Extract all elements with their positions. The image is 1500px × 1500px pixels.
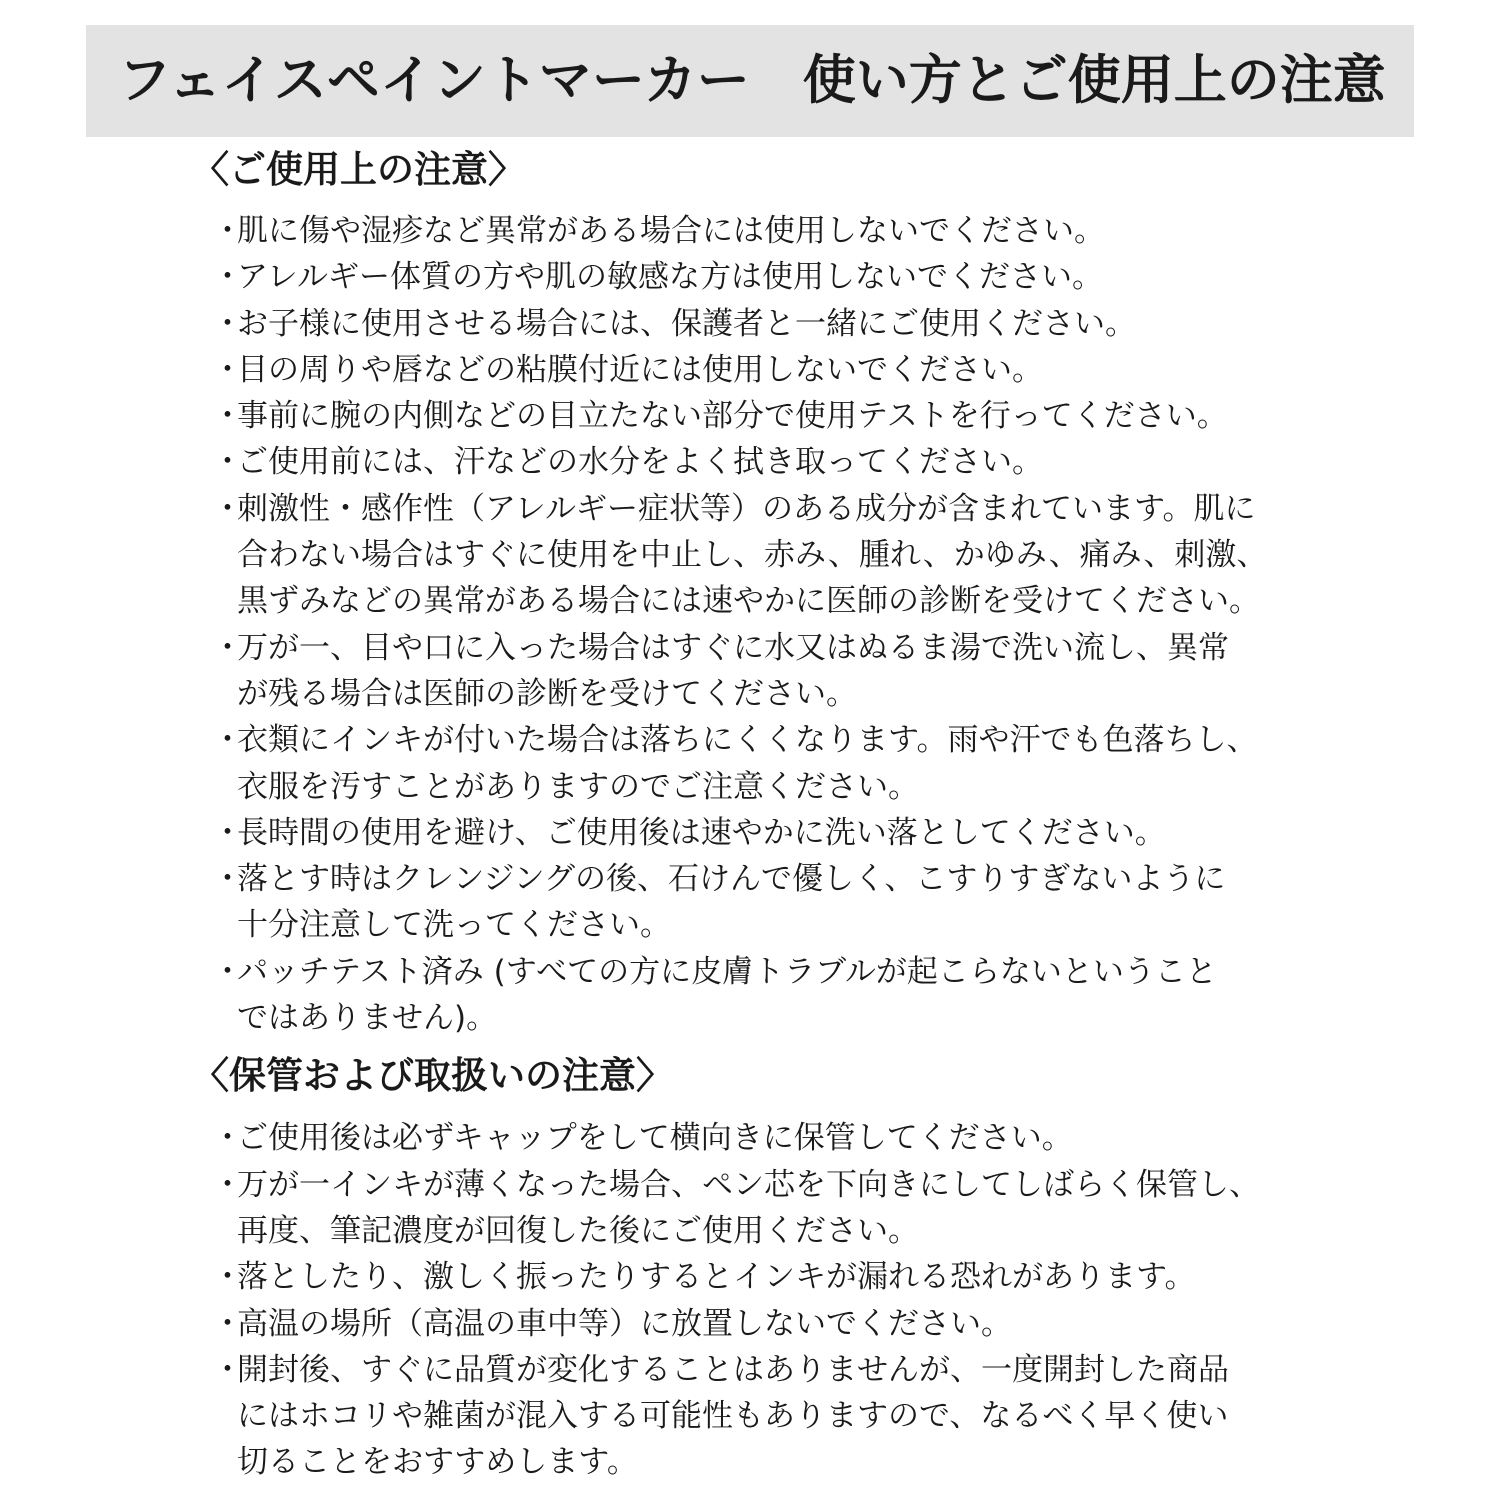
list-item-text: 十分注意して洗ってください。: [237, 907, 671, 944]
bullet-marker: ・: [212, 1259, 243, 1296]
list-item: [192, 856, 1332, 949]
list-item-text: 刺激性・感作性（アレルギー症状等）のある成分が含まれています。肌に: [237, 490, 1256, 527]
list-item: [192, 1301, 1332, 1347]
bullet-marker: ・: [212, 1120, 243, 1157]
list-item: [192, 717, 1332, 810]
bullet-marker: ・: [212, 953, 243, 990]
bullet-marker: ・: [212, 259, 243, 296]
bullet-marker: ・: [212, 629, 243, 666]
list-item-text: ご使用後は必ずキャップをして横向きに保管してください。: [237, 1120, 1073, 1157]
section-heading: 〈保管および取扱いの注意〉: [192, 1054, 673, 1098]
bullet-marker: ・: [212, 722, 243, 759]
bullet-marker: ・: [212, 1166, 243, 1203]
section-storage-precautions: [192, 1051, 1332, 1485]
bullet-marker: ・: [212, 305, 243, 342]
list-item-text: にはホコリや雑菌が混入する可能性もありますので、なるべく早く使い: [237, 1398, 1229, 1435]
list-item: [192, 1347, 1332, 1486]
bullet-marker: ・: [212, 1351, 243, 1388]
list-item-text: 再度、筆記濃度が回復した後にご使用ください。: [237, 1212, 919, 1249]
page-title: フェイスペイントマーカー 使い方とご使用上の注意: [118, 50, 1386, 111]
bullet-marker: ・: [212, 398, 243, 435]
precaution-list: [192, 1115, 1332, 1485]
list-item-text: 黒ずみなどの異常がある場合には速やかに医師の診断を受けてください。: [237, 583, 1260, 620]
precaution-list: [192, 208, 1332, 1041]
list-item-text: ご使用前には、汗などの水分をよく拭き取ってください。: [237, 444, 1043, 481]
list-item: [192, 393, 1332, 439]
list-item-text: 合わない場合はすぐに使用を中止し、赤み、腫れ、かゆみ、痛み、刺激、: [237, 537, 1268, 574]
list-item: [192, 1254, 1332, 1300]
list-item-text: 開封後、すぐに品質が変化することはありませんが、一度開封した商品: [237, 1351, 1229, 1388]
bullet-marker: ・: [212, 814, 243, 851]
list-item: [192, 301, 1332, 347]
list-item-text: 事前に腕の内側などの目立たない部分で使用テストを行ってください。: [237, 398, 1228, 435]
list-item-text: 落とす時はクレンジングの後、石けんで優しく、こすりすぎないように: [237, 861, 1226, 898]
bullet-marker: ・: [212, 490, 243, 527]
list-item-text: 万が一、目や口に入った場合はすぐに水又はぬるま湯で洗い流し、異常: [237, 629, 1229, 666]
list-item: [192, 486, 1332, 625]
bullet-marker: ・: [212, 351, 243, 388]
bullet-marker: ・: [212, 861, 243, 898]
list-item: [192, 254, 1332, 300]
list-item: [192, 1115, 1332, 1161]
list-item-text: 目の周りや唇などの粘膜付近には使用しないでください。: [237, 351, 1043, 388]
list-item: [192, 1162, 1332, 1255]
list-item: [192, 439, 1332, 485]
list-item-text: 肌に傷や湿疹など異常がある場合には使用しないでください。: [237, 213, 1105, 249]
list-item-text: アレルギー体質の方や肌の敏感な方は使用しないでください。: [237, 259, 1103, 296]
list-item-text: 衣類にインキが付いた場合は落ちにくくなります。雨や汗でも色落ちし、: [237, 722, 1258, 759]
list-item-text: が残る場合は医師の診断を受けてください。: [237, 675, 857, 712]
bullet-marker: ・: [212, 213, 243, 249]
list-item-text: 高温の場所（高温の車中等）に放置しないでください。: [237, 1305, 1012, 1342]
list-item-text: 切ることをおすすめします。: [237, 1444, 638, 1481]
list-item-text: 万が一インキが薄くなった場合、ペン芯を下向きにしてしばらく保管し、: [237, 1166, 1260, 1203]
list-item-text: お子様に使用させる場合には、保護者と一緒にご使用ください。: [237, 305, 1136, 342]
list-item-text: 落としたり、激しく振ったりするとインキが漏れる恐れがあります。: [237, 1259, 1196, 1296]
list-item: [192, 347, 1332, 393]
section-heading: 〈ご使用上の注意〉: [192, 148, 525, 191]
list-item-text: 衣服を汚すことがありますのでご注意ください。: [237, 768, 919, 805]
list-item: [192, 625, 1332, 718]
list-item-text: パッチテスト済み (すべての方に皮膚トラブルが起こらないということ: [237, 953, 1217, 990]
list-item-text: ではありません)。: [237, 1000, 498, 1037]
list-item: [192, 810, 1332, 856]
list-item: [192, 208, 1332, 254]
title-banner: [86, 25, 1414, 137]
bullet-marker: ・: [212, 444, 243, 481]
notice-content: [192, 145, 1332, 1486]
section-usage-precautions: [192, 145, 1332, 1041]
list-item-text: 長時間の使用を避け、ご使用後は速やかに洗い落としてください。: [237, 814, 1166, 851]
list-item: [192, 949, 1332, 1042]
bullet-marker: ・: [212, 1305, 243, 1342]
